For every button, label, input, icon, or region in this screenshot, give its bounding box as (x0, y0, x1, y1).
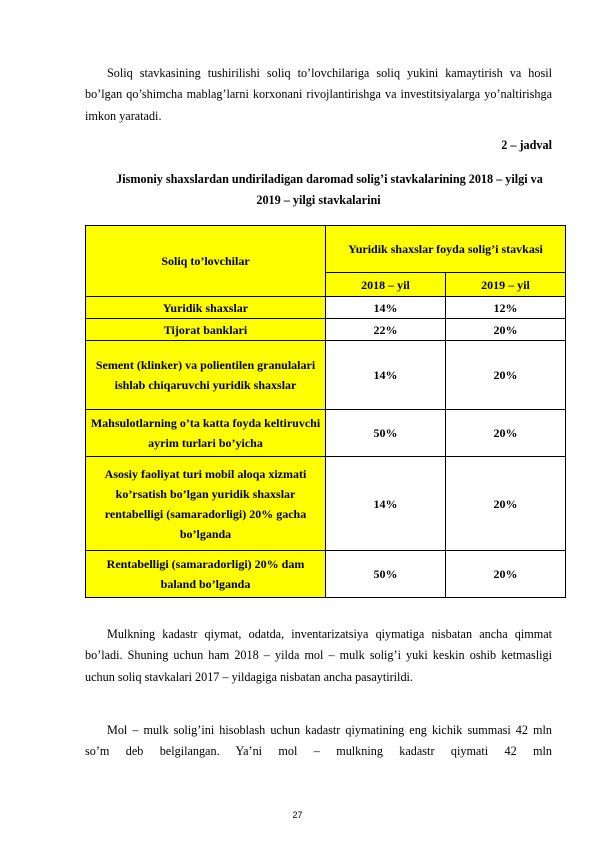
row-label: Tijorat banklari (86, 319, 326, 341)
rate-2019: 20% (446, 410, 566, 457)
row-label: Asosiy faoliyat turi mobil aloqa xizmati ko’rsatish bo’lgan yuridik shaxslar rentabelligi (samaradorligi) 20% gacha bo’lganda (86, 457, 326, 551)
table-row (86, 410, 566, 457)
header-rates: Yuridik shaxslar foyda solig’i stavkasi (326, 226, 566, 273)
page-number: 27 (292, 810, 303, 820)
rate-2019: 20% (446, 319, 566, 341)
header-year-2019: 2019 – yil (446, 273, 566, 297)
rate-2019: 12% (446, 297, 566, 319)
rate-2019: 20% (446, 457, 566, 551)
table-row (86, 319, 566, 341)
paragraph-3: Mol – mulk solig’ini hisoblash uchun kadastr qiymatining eng kichik summasi 42 mln so’m deb belgilangan. Ya’ni mol – mulkning kadastr qiymati 42 mln (85, 723, 552, 759)
rate-2019: 20% (446, 551, 566, 598)
row-label: Rentabelligi (samaradorligi) 20% dam baland bo’lganda (86, 551, 326, 598)
table-row (86, 457, 566, 551)
tax-rates-table (85, 225, 566, 598)
table-number: 2 – jadval (501, 138, 552, 152)
paragraph-2: Mulkning kadastr qiymat, odatda, inventarizatsiya qiymatiga nisbatan ancha qimmat bo’ladi. Shuning uchun ham 2018 – yilda mol – mulk solig’i yuki keskin oshib ketmasligi uchun soliq stavkalari 2017 – yildagiga nisbatan ancha pasaytirildi. (85, 627, 552, 684)
rate-2018: 50% (326, 551, 446, 598)
table-row (86, 551, 566, 598)
table-row (86, 341, 566, 410)
header-payers: Soliq to’lovchilar (86, 226, 326, 297)
row-label: Sement (klinker) va polientilen granulalari ishlab chiqaruvchi yuridik shaxslar (86, 341, 326, 410)
table-row (86, 297, 566, 319)
rate-2018: 14% (326, 457, 446, 551)
intro-paragraph: Soliq stavkasining tushirilishi soliq to’lovchilariga soliq yukini kamaytirish va hosil bo’lgan qo’shimcha mablag’larni korxonani rivojlantirishga va investitsiyalarga yo’naltirishga imkon yaratadi. (85, 66, 552, 123)
table-caption: Jismoniy shaxslardan undiriladigan daromad solig’i stavkalarining 2018 – yilgi va 2019 – yilgi stavkalarini (116, 172, 543, 207)
rate-2019: 20% (446, 341, 566, 410)
header-year-2018: 2018 – yil (326, 273, 446, 297)
rate-2018: 14% (326, 341, 446, 410)
rate-2018: 22% (326, 319, 446, 341)
rate-2018: 50% (326, 410, 446, 457)
row-label: Mahsulotlarning o’ta katta foyda keltiruvchi ayrim turlari bo’yicha (86, 410, 326, 457)
row-label: Yuridik shaxslar (86, 297, 326, 319)
rate-2018: 14% (326, 297, 446, 319)
